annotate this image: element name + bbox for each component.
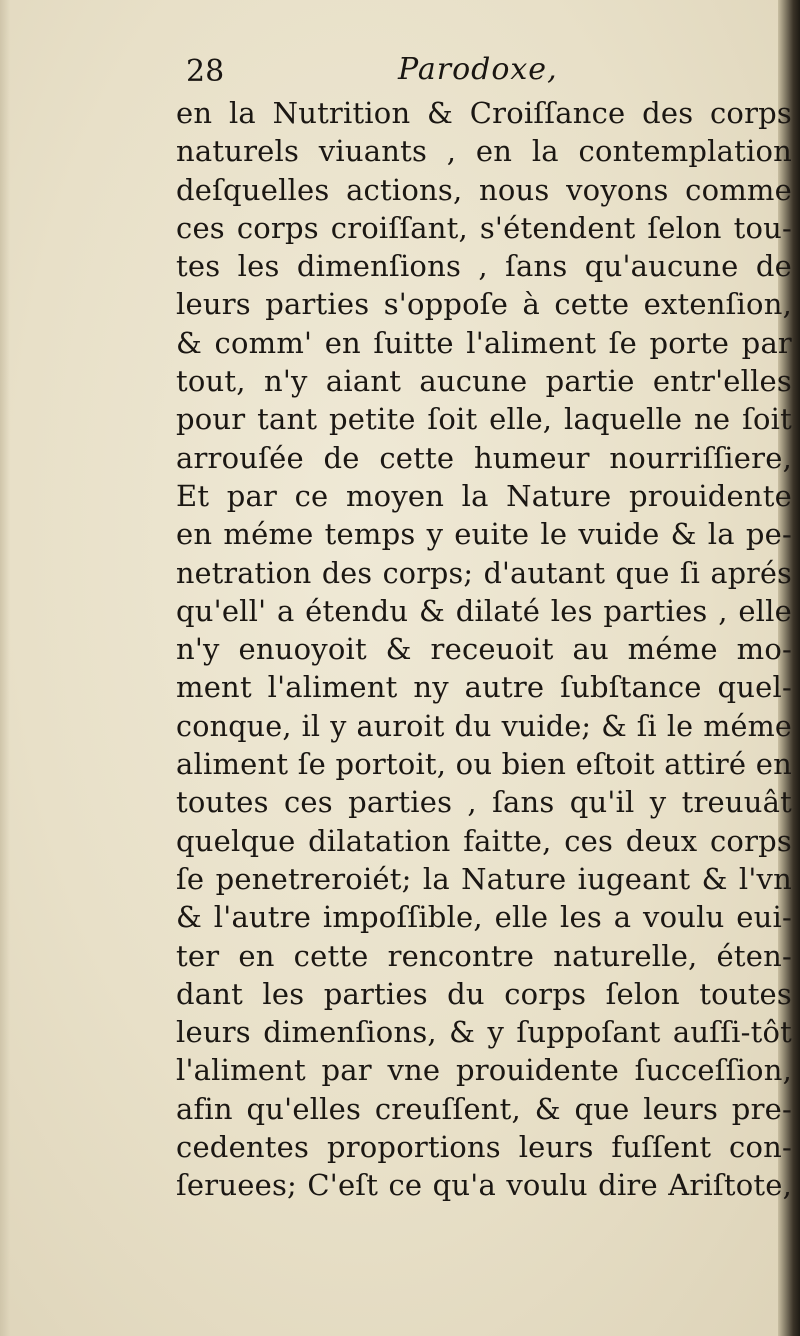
text-line: Et par ce moyen la Nature prouidente xyxy=(176,478,792,513)
text-line: & comm' en ſuitte l'aliment ſe porte par xyxy=(176,325,792,360)
text-line: toutes ces parties , ſans qu'il y treuuât xyxy=(176,785,792,820)
text-line: qu'ell' a étendu & dilaté les parties , elle xyxy=(176,593,792,628)
text-line: n'y enuoyoit & receuoit au méme mo- xyxy=(176,632,792,667)
text-line: & l'autre impoſſible, elle les a voulu eui- xyxy=(176,900,792,935)
running-head xyxy=(186,50,746,94)
text-line: tes les dimenſions , ſans qu'aucune de xyxy=(176,249,792,284)
text-line: ſeruees; C'eſt ce qu'a voulu dire Ariſtote, xyxy=(176,1168,792,1203)
text-line: netration des corps; d'autant que ſi aprés xyxy=(176,555,792,590)
text-line: afin qu'elles creuſſent, & que leurs pre- xyxy=(176,1091,792,1126)
text-line: leurs dimenſions, & y ſuppoſant auſſi-tôt xyxy=(176,1015,792,1050)
text-line: pour tant petite ſoit elle, laquelle ne ſoit xyxy=(176,402,792,437)
page-gutter-shadow xyxy=(0,0,10,1336)
text-line: en la Nutrition & Croiſſance des corps xyxy=(176,96,792,130)
text-line: ces corps croiſſant, s'étendent ſelon tou- xyxy=(176,210,792,245)
body-text xyxy=(176,94,792,1205)
text-line: tout, n'y aiant aucune partie entr'elles xyxy=(176,364,792,399)
text-line: ter en cette rencontre naturelle, éten- xyxy=(176,938,792,973)
text-line: aliment ſe portoit, ou bien eſtoit attiré en xyxy=(176,747,792,782)
text-line: conque, il y auroit du vuide; & ſi le méme xyxy=(176,708,792,743)
text-line: l'aliment par vne prouidente ſucceſſion, xyxy=(176,1053,792,1088)
text-line: ment l'aliment ny autre ſubſtance quel- xyxy=(176,670,792,705)
text-line: naturels viuants , en la contemplation xyxy=(176,134,792,169)
page-number: 28 xyxy=(186,54,225,89)
text-line: leurs parties s'oppoſe à cette extenſion, xyxy=(176,287,792,322)
text-line: cedentes proportions leurs fuſſent con- xyxy=(176,1130,792,1165)
running-title: Parodoxe, xyxy=(398,52,558,87)
text-line: arrouſée de cette humeur nourriſſiere, xyxy=(176,440,792,475)
text-line: quelque dilatation faitte, ces deux corps xyxy=(176,823,792,858)
text-line: en méme temps y euite le vuide & la pe- xyxy=(176,517,792,552)
text-line: ſe penetreroiét; la Nature iugeant & l'vn xyxy=(176,861,792,896)
text-line: deſquelles actions, nous voyons comme xyxy=(176,172,792,207)
text-line: dant les parties du corps ſelon toutes xyxy=(176,976,792,1011)
